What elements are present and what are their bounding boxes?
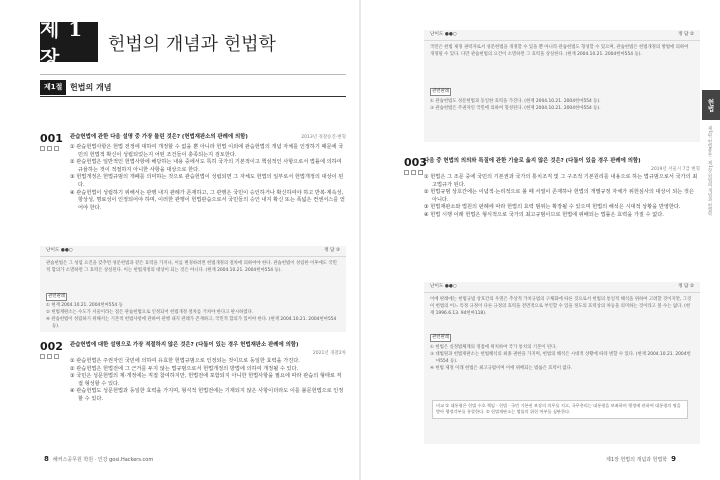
question-001 bbox=[40, 132, 346, 242]
answer-explanation: 국민은 헌법 제정 권력자로서 성문헌법을 개정할 수 있을 뿐 아니라 관습헌법도 형성할 수 있으며, 관습헌법은 헌법개정의 방법에 의하여 개정될 수 있다. 다만 관습헌법의 요건이 소멸하면 그 효력을 상실한다. (현재 2004.10.21. 2004헌마554 등). bbox=[430, 45, 689, 57]
answer-mark: 정 답 ② bbox=[678, 32, 694, 37]
answer-divider bbox=[424, 292, 700, 293]
check-box[interactable] bbox=[40, 146, 45, 151]
answer-item: ③ 관습헌법은 주권자인 국민에 의하여 형성된다. (현재 2004.10.21. 2004헌마554 등). bbox=[430, 106, 601, 111]
difficulty-label: 난이도 ●●○ bbox=[430, 32, 457, 37]
check-box[interactable] bbox=[40, 354, 45, 359]
difficulty-label: 난이도 ●●○ bbox=[430, 284, 457, 289]
answer-item: ④ 관습헌법이 성립하기 위해서는 기본적 헌법사항에 관하여 관행 내지 관례가 존재하고, 국민적 합의가 있어야 한다. (현재 2004.10.21. 2004헌마554 등). bbox=[46, 317, 337, 329]
option-item: ① 관습헌법은 주권자인 국민에 의하여 유효한 헌법규범으로 인정되는 것이므로 동일한 효력을 가진다. bbox=[70, 358, 300, 364]
side-tab-text: 제1편 헌법총론 · 제1장 헌법의 개념과 헌법학 bbox=[707, 126, 712, 217]
page-number: 8 bbox=[44, 455, 49, 463]
option-list bbox=[70, 358, 346, 404]
option-item: ③ 국민은 성문헌법의 제·개정에는 직접 참여하지만, 헌법전에 포함되지 아니한 헌법사항을 필요에 따라 관습의 형태로 직접 형성할 수 있다. bbox=[70, 373, 342, 387]
related-case-tag: 관련판례 bbox=[432, 89, 449, 94]
question-source: 2019년 서울시 7급 변형 bbox=[650, 167, 700, 172]
answer-box-003 bbox=[424, 282, 700, 444]
answer-explanation: 이에 판례에는 헌법규범 상호간의 우열은 추상적 가치규범의 구체화에 따른 것으로서 헌법의 통일적 해석을 위하여 고려할 것이지만, 그것이 헌법의 어느 특정 규정이 다른 규정의 효력을 전면적으로 부인할 수 있을 정도의 효력상의 차등을 의미하는 것이라고 볼 수는 없다. (현재 1996.6.13. 94헌마118). bbox=[430, 297, 692, 316]
option-list bbox=[424, 174, 700, 220]
answer-mark: 정 답 ② bbox=[678, 284, 694, 289]
question-003 bbox=[404, 156, 700, 286]
check-boxes bbox=[40, 354, 59, 359]
option-item: ① 헌법은 그 조문 중에 국민의 기본권과 국가의 통치조직 및 그 구조적 기본원리를 내용으로 하는 법규범으로서 국가의 최고법규가 된다. bbox=[424, 174, 698, 188]
question-number: 003 bbox=[404, 156, 427, 169]
question-number: 002 bbox=[40, 340, 63, 353]
answer-divider bbox=[424, 40, 700, 41]
check-box[interactable] bbox=[54, 354, 59, 359]
option-item: ② 헌법규범 상호간에는 이념적·논리적으로 볼 때 서열이 존재하나 헌법의 개별규정 자체가 위헌심사의 대상이 되는 것은 아니다. bbox=[424, 189, 694, 203]
check-boxes bbox=[404, 170, 423, 175]
related-case-tag: 관련판례 bbox=[48, 294, 65, 299]
footer-text: 해커스공무원 학원 · 인강 gosi.Hackers.com bbox=[52, 457, 154, 463]
option-list bbox=[70, 144, 346, 212]
section-header bbox=[40, 80, 346, 96]
option-item: ④ 관습헌법이 성립하기 위해서는 관행 내지 관례가 존재하고, 그 관행은 국민이 승인하거나 확신하여야 하고 반복·계속성, 항상성, 명료성이 인정되어야 하며, 이러한 관행이 헌법관습으로서 국민들의 승인 내지 확신 또는 폭넓은 컨센서스를 얻어야 한다. bbox=[70, 189, 345, 211]
footer-left bbox=[40, 455, 153, 463]
answer-item: ③ 대법원과 헌법재판소는 헌법해석의 최종 권한을 가지며, 헌법의 해석은 시대적 상황에 따라 변할 수 있다. (현재 2004.10.21. 2004헌마554 등). bbox=[430, 352, 691, 364]
question-number: 001 bbox=[40, 132, 63, 145]
option-item: ③ 헌법재판소와 법원의 판례에 따라 헌법의 효력 범위는 확장될 수 있으며 헌법의 해석은 시대적 상황을 반영한다. bbox=[424, 204, 681, 211]
option-item: ③ 헌법개정은 헌법규범의 개폐를 의미하는 것으로 관습헌법이 성립되면 그 자체도 헌법의 일부로서 헌법개정의 대상이 된다. bbox=[70, 174, 344, 188]
option-item: ④ 관습헌법도 성문헌법과 동일한 효력을 가지며, 형식적 헌법전에는 기재되지 않은 사항이더라도 이를 불문헌법으로 인정할 수 있다. bbox=[70, 388, 344, 402]
section-number: 제1절 bbox=[40, 80, 66, 95]
answer-list bbox=[430, 344, 694, 372]
option-item: ② 관습헌법은 일반적인 헌법사항에 해당하는 내용 중에서도 특히 국가의 기본적이고 핵심적인 사항으로서 법률에 의하여 규율하는 것이 적절하지 아니한 사항을 대상으로 한다. bbox=[70, 159, 342, 173]
section-divider bbox=[40, 96, 346, 97]
answer-list bbox=[46, 302, 340, 330]
chapter-title: 헌법의 개념과 헌법학 bbox=[108, 34, 276, 55]
check-box[interactable] bbox=[418, 170, 423, 175]
question-002 bbox=[40, 340, 346, 440]
answer-list bbox=[430, 98, 694, 112]
right-page bbox=[360, 0, 720, 480]
answer-explanation: 관습헌법은 그 성립 요건을 갖추면 성문헌법과 같은 효력을 가지나, 이를 변경하려면 헌법개정의 절차에 의하여야 한다. 관습헌법이 성립한 이후에도 국민적 합의가 소멸하면 그 효력은 상실된다. 이는 헌법개정의 대상이 되는 것은 아니다. (현재 2004.10.21. 2004헌마554 등). bbox=[46, 261, 337, 273]
check-box[interactable] bbox=[47, 146, 52, 151]
question-source: 2021년 경찰2차 bbox=[312, 351, 346, 356]
chapter-header bbox=[40, 17, 346, 70]
answer-mark: 정 답 ③ bbox=[324, 248, 340, 253]
question-source: 2013년 경찰승진·변형 bbox=[301, 135, 346, 140]
answer-item: ① 헌법은 실정법체계의 정점에 위치하여 국가 통치의 기본이 된다. bbox=[430, 345, 557, 350]
footer-right bbox=[606, 455, 680, 463]
chapter-label: 제 1 장 bbox=[40, 22, 98, 62]
check-boxes bbox=[40, 146, 59, 151]
check-box[interactable] bbox=[47, 354, 52, 359]
answer-box-002 bbox=[424, 30, 700, 142]
question-stem: 관습헌법에 대한 설명으로 가장 적절하지 않은 것은? (다툼이 있는 경우 헌법재판소 판례에 의함) bbox=[70, 342, 299, 348]
answer-item: ② 헌법재판소는 수도가 서울이라는 점은 관습헌법으로 인정되어 헌법개정 절차를 거쳐야 한다고 판시하였다. bbox=[46, 310, 254, 315]
answer-item: ① 현재 2004.10.21. 2004헌마554 등 bbox=[46, 303, 123, 308]
comparison-note: 비교 ① 대통령은 헌법 수호 책임 · 헌법 · 국민 기본권 보장의 의무를 지고, 국무총리는 대통령을 보좌하며 행정에 관하여 대통령의 명을 받아 행정각부를 통할한다. ② 헌법재판소는 법률의 위헌 여부를 심판한다. bbox=[432, 400, 688, 419]
side-tab[interactable]: 헌법 bbox=[702, 90, 720, 120]
related-case-tag: 관련판례 bbox=[432, 335, 449, 340]
chapter-divider bbox=[40, 74, 346, 75]
section-title: 헌법의 개념 bbox=[70, 83, 112, 92]
answer-divider bbox=[40, 256, 346, 257]
check-box[interactable] bbox=[54, 146, 59, 151]
footer-text: 제1장 헌법의 개념과 헌법학 bbox=[606, 457, 668, 463]
option-item: ④ 헌법 시행 이래 헌법은 형식적으로 국가의 최고규범이므로 헌법에 위배되는 법률은 효력을 가질 수 없다. bbox=[424, 211, 664, 218]
question-stem: 관습헌법에 관한 다음 설명 중 가장 틀린 것은? (헌법재판소의 판례에 의함) bbox=[70, 134, 248, 140]
check-box[interactable] bbox=[411, 170, 416, 175]
page-number: 9 bbox=[671, 455, 676, 463]
option-item: ① 관습헌법사항은 헌법 전정에 대하여 개정할 수 없을 뿐 아니라 헌법 이외에 관습헌법의 개념 자체를 인정하기 때문에 국민의 헌법적 확신이 성립되었는지 어떤 조건들이 충족되는지 검토한다. bbox=[70, 144, 344, 158]
difficulty-label: 난이도 ●●○ bbox=[46, 248, 73, 253]
question-stem: 다음 중 헌법의 의의와 특질에 관한 기술로 옳지 않은 것은? (다툼이 있을 경우 판례에 의함) bbox=[424, 158, 641, 164]
answer-item: ④ 헌법 제정 이래 헌법은 최고규범이며 이에 위배되는 법률은 효력이 없다. bbox=[430, 366, 573, 371]
option-item: ② 관습헌법은 헌법전에 그 근거를 두지 않는 법규범으로서 헌법개정의 방법에 의하여 개정될 수 있다. bbox=[70, 365, 299, 372]
check-box[interactable] bbox=[404, 170, 409, 175]
answer-box-001 bbox=[40, 246, 346, 332]
answer-item: ① 관습헌법도 성문헌법과 동일한 효력을 가진다. (현재 2004.10.21. 2004헌마554 등). bbox=[430, 99, 601, 104]
